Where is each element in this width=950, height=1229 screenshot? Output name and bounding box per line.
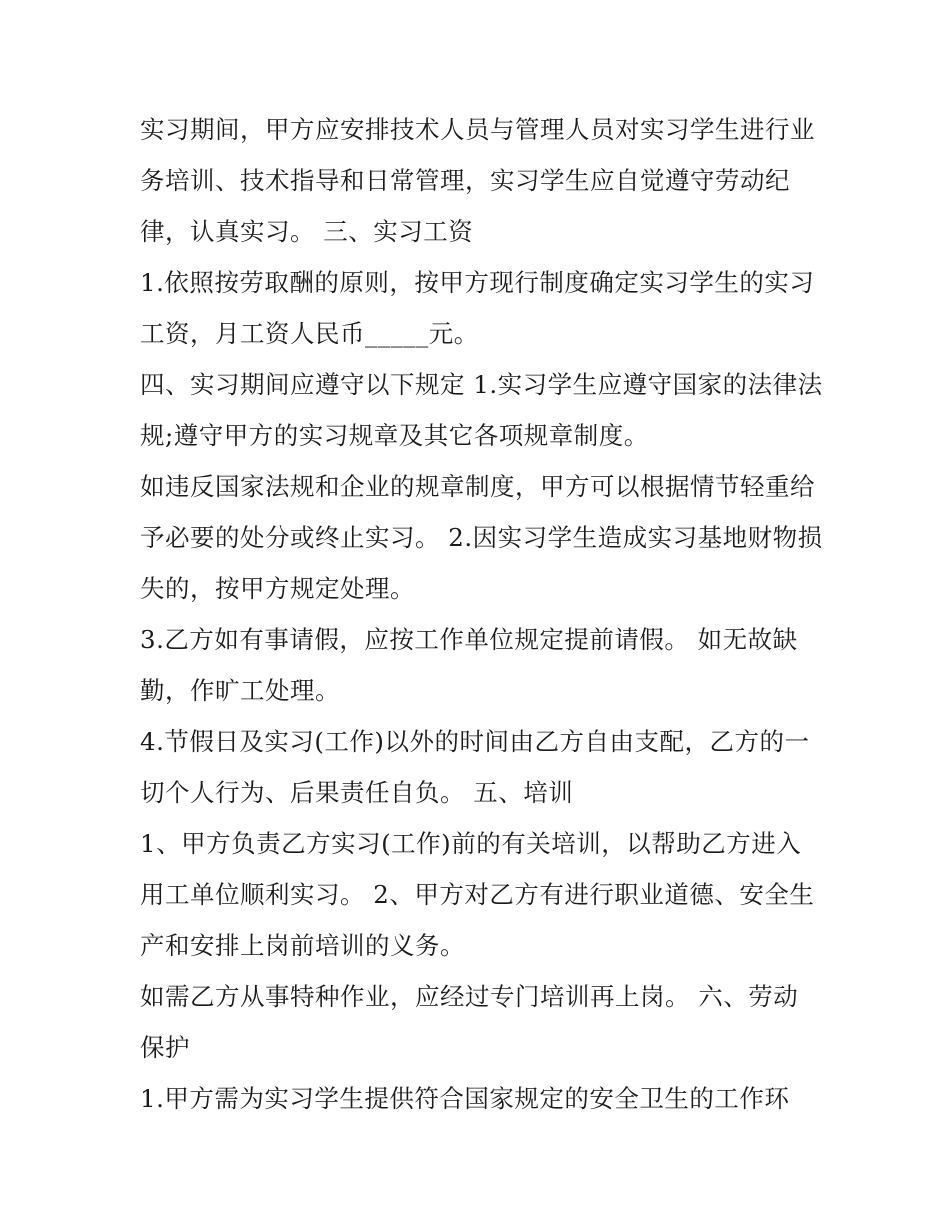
text-line: 实习期间，甲方应安排技术人员与管理人员对实习学生进行业 xyxy=(140,115,815,144)
text-line: 4.节假日及实习(工作)以外的时间由乙方自由支配，乙方的一 xyxy=(140,727,810,756)
text-line: 1.甲方需为实习学生提供符合国家规定的安全卫生的工作环 xyxy=(140,1084,790,1113)
text-line: 工资，月工资人民币_____元。 xyxy=(140,319,479,348)
document-body xyxy=(140,104,823,1124)
text-line: 切个人行为、后果责任自负。 五、培训 xyxy=(140,778,574,807)
text-line: 3.乙方如有事请假，应按工作单位规定提前请假。 如无故缺 xyxy=(140,625,798,654)
text-line: 如需乙方从事特种作业，应经过专门培训再上岗。 六、劳动 xyxy=(140,982,799,1011)
text-line: 勤，作旷工处理。 xyxy=(140,676,340,705)
text-line: 失的，按甲方规定处理。 xyxy=(140,574,415,603)
text-line: 规;遵守甲方的实习规章及其它各项规章制度。 xyxy=(140,421,649,450)
text-line: 1.依照按劳取酬的原则，按甲方现行制度确定实习学生的实习 xyxy=(140,268,815,297)
text-line: 保护 xyxy=(140,1033,190,1062)
text-line: 予必要的处分或终止实习。 2.因实习学生造成实习基地财物损 xyxy=(140,523,823,552)
text-line: 如违反国家法规和企业的规章制度，甲方可以根据情节轻重给 xyxy=(140,472,815,501)
text-line: 务培训、技术指导和日常管理，实习学生应自觉遵守劳动纪 xyxy=(140,166,790,195)
text-line: 1、甲方负责乙方实习(工作)前的有关培训，以帮助乙方进入 xyxy=(140,829,802,858)
text-line: 用工单位顺利实习。 2、甲方对乙方有进行职业道德、安全生 xyxy=(140,880,815,909)
text-line: 律，认真实习。 三、实习工资 xyxy=(140,217,474,246)
text-line: 四、实习期间应遵守以下规定 1.实习学生应遵守国家的法律法 xyxy=(140,370,823,399)
text-line: 产和安排上岗前培训的义务。 xyxy=(140,931,465,960)
